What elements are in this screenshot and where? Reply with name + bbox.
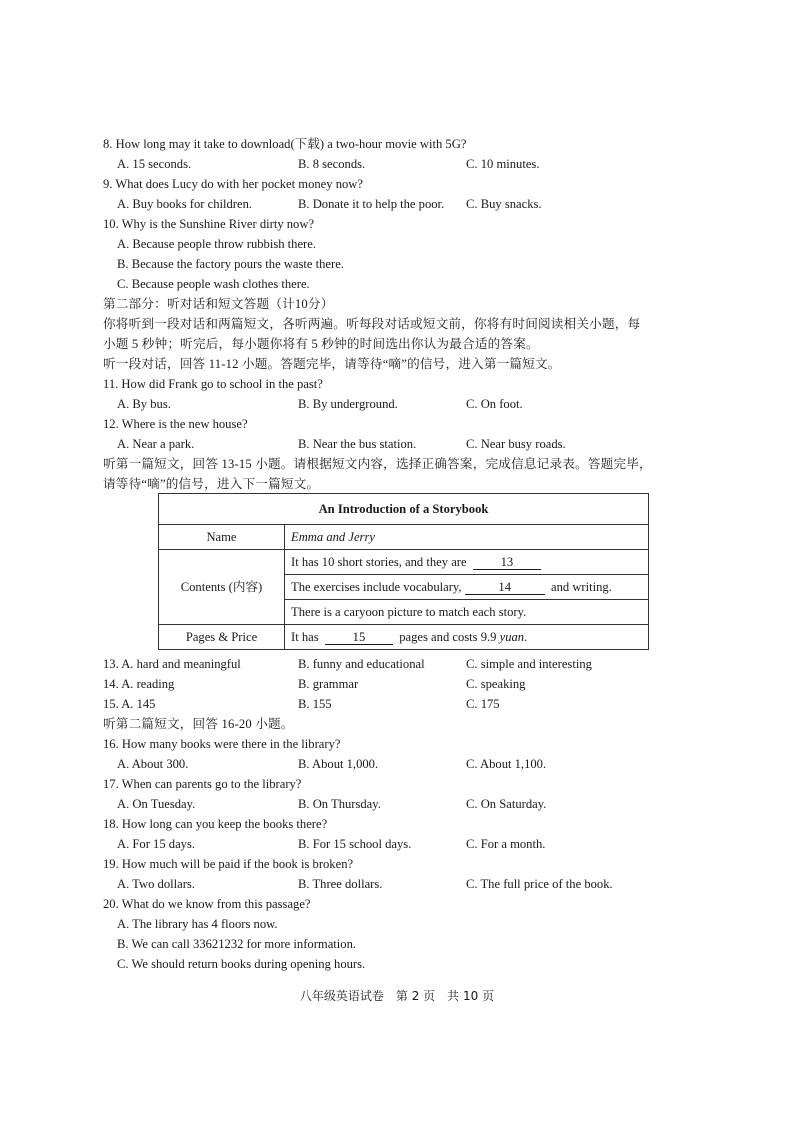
- q9-option-a: A. Buy books for children.: [117, 197, 253, 211]
- q8-option-a: A. 15 seconds.: [117, 157, 192, 171]
- question-17-stem: 17. When can parents go to the library?: [103, 777, 302, 791]
- q19-option-c: C. The full price of the book.: [466, 877, 613, 891]
- passage2-instruction: 听第二篇短文，回答 16-20 小题。: [103, 717, 294, 731]
- q16-option-c: C. About 1,100.: [466, 757, 547, 771]
- q14-option-a: 14. A. reading: [103, 677, 175, 691]
- q12-option-c: C. Near busy roads.: [466, 437, 566, 451]
- q17-option-b: B. On Thursday.: [298, 797, 381, 811]
- question-8-stem: 8. How long may it take to download(下载) a two-hour movie with 5G?: [103, 137, 467, 151]
- q18-option-b: B. For 15 school days.: [298, 837, 412, 851]
- pages-row: [285, 625, 649, 650]
- passage1-instruction-line2: 请等待“嘀”的信号，进入下一篇短文。: [103, 477, 320, 491]
- q19-option-b: B. Three dollars.: [298, 877, 383, 891]
- question-9-stem: 9. What does Lucy do with her pocket money now?: [103, 177, 363, 191]
- q15-option-b: B. 155: [298, 697, 332, 711]
- page-footer: 八年级英语试卷 第 2 页 共 10 页: [299, 989, 495, 1003]
- part2-instructions-line2: 小题 5 秒钟；听完后，每小题你将有 5 秒钟的时间选出你认为最合适的答案。: [103, 337, 539, 351]
- blank-14: 14: [465, 580, 545, 595]
- question-20-stem: 20. What do we know from this passage?: [103, 897, 311, 911]
- question-11-stem: 11. How did Frank go to school in the past?: [103, 377, 323, 391]
- pages-row-mid: pages and costs 9.9: [399, 630, 497, 644]
- question-12-stem: 12. Where is the new house?: [103, 417, 248, 431]
- q13-option-b: B. funny and educational: [298, 657, 425, 671]
- q11-option-c: C. On foot.: [466, 397, 523, 411]
- q17-option-c: C. On Saturday.: [466, 797, 547, 811]
- q14-option-b: B. grammar: [298, 677, 359, 691]
- q16-option-a: A. About 300.: [117, 757, 189, 771]
- question-19-stem: 19. How much will be paid if the book is broken?: [103, 857, 354, 871]
- contents-label: Contents (内容): [159, 550, 285, 625]
- part2-title: 第二部分：听对话和短文答题（计10分）: [103, 297, 334, 311]
- q10-option-a: A. Because people throw rubbish there.: [117, 237, 316, 251]
- q20-option-a: A. The library has 4 floors now.: [117, 917, 278, 931]
- contents-row-2: [285, 575, 649, 600]
- q20-option-c: C. We should return books during opening hours.: [117, 957, 366, 971]
- table-title: An Introduction of a Storybook: [159, 494, 649, 525]
- dialogue-instruction: 听一段对话，回答 11-12 小题。答题完毕，请等待“嘀”的信号，进入第一篇短文。: [103, 357, 561, 371]
- q11-option-a: A. By bus.: [117, 397, 171, 411]
- q10-option-b: B. Because the factory pours the waste there.: [117, 257, 344, 271]
- passage1-instruction-line1: 听第一篇短文，回答 13-15 小题。请根据短文内容，选择正确答案，完成信息记录表。答题完毕，: [103, 457, 652, 471]
- name-label: Name: [159, 525, 285, 550]
- pages-row-text: It has: [291, 630, 319, 644]
- q18-option-c: C. For a month.: [466, 837, 546, 851]
- q20-option-b: B. We can call 33621232 for more information.: [117, 937, 357, 951]
- q10-option-c: C. Because people wash clothes there.: [117, 277, 310, 291]
- name-value: Emma and Jerry: [285, 525, 649, 550]
- q12-option-b: B. Near the bus station.: [298, 437, 417, 451]
- q16-option-b: B. About 1,000.: [298, 757, 379, 771]
- q9-option-b: B. Donate it to help the poor.: [298, 197, 445, 211]
- currency-unit: yuan: [499, 630, 525, 644]
- contents-row-2-text: The exercises include vocabulary,: [291, 580, 462, 594]
- q9-option-c: C. Buy snacks.: [466, 197, 542, 211]
- q12-option-a: A. Near a park.: [117, 437, 195, 451]
- part2-instructions-line1: 你将听到一段对话和两篇短文，各听两遍。听每段对话或短文前，你将有时间阅读相关小题，每: [103, 317, 641, 331]
- q11-option-b: B. By underground.: [298, 397, 398, 411]
- question-18-stem: 18. How long can you keep the books there?: [103, 817, 328, 831]
- q19-option-a: A. Two dollars.: [117, 877, 195, 891]
- q14-option-c: C. speaking: [466, 677, 526, 691]
- question-16-stem: 16. How many books were there in the library?: [103, 737, 341, 751]
- contents-row-1-text: It has 10 short stories, and they are: [291, 555, 467, 569]
- pages-label: Pages & Price: [159, 625, 285, 650]
- pages-row-end: .: [524, 630, 528, 644]
- q13-option-c: C. simple and interesting: [466, 657, 592, 671]
- q8-option-c: C. 10 minutes.: [466, 157, 540, 171]
- q13-option-a: 13. A. hard and meaningful: [103, 657, 241, 671]
- contents-row-2-end: and writing.: [550, 580, 612, 594]
- q8-option-b: B. 8 seconds.: [298, 157, 366, 171]
- q15-option-a: 15. A. 145: [103, 697, 156, 711]
- blank-13: 13: [473, 555, 541, 570]
- q15-option-c: C. 175: [466, 697, 500, 711]
- storybook-info-table: [158, 493, 649, 650]
- q17-option-a: A. On Tuesday.: [117, 797, 196, 811]
- contents-row-1: [285, 550, 649, 575]
- question-10-stem: 10. Why is the Sunshine River dirty now?: [103, 217, 315, 231]
- q18-option-a: A. For 15 days.: [117, 837, 196, 851]
- contents-row-3: There is a caryoon picture to match each story.: [285, 600, 649, 625]
- blank-15: 15: [325, 630, 393, 645]
